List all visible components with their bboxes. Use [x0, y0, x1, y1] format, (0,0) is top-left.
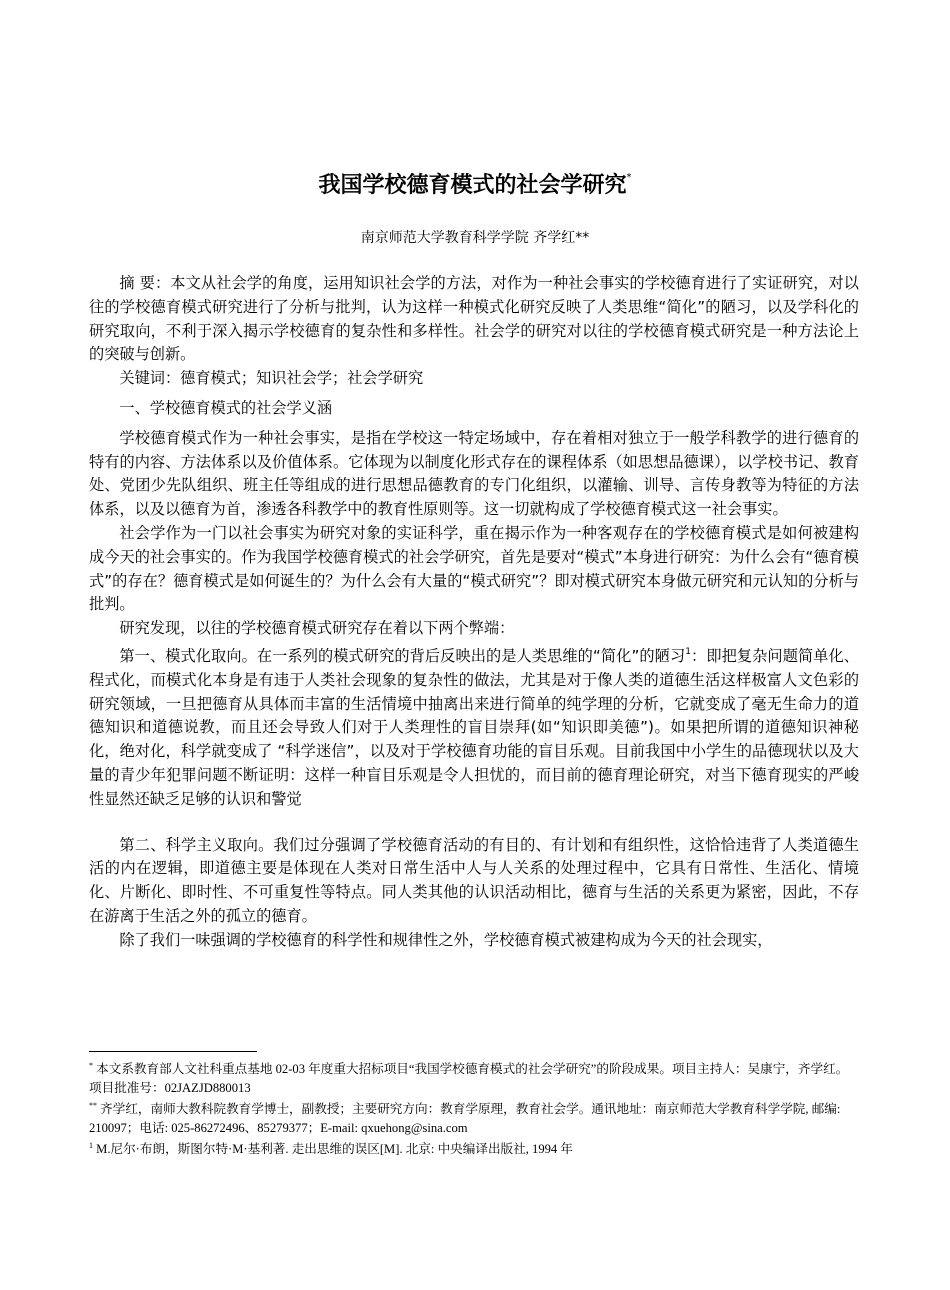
footnote-text: 本文系教育部人文社科重点基地 02-03 年度重大招标项目“我国学校德育模式的社会学研究”的阶段成果。项目主持人：吴康宁，齐学红。项目批准号：02JAZJD880013: [89, 1062, 849, 1095]
footnote-mark: **: [89, 1101, 97, 1111]
footnotes: [89, 1057, 859, 1159]
paragraph: 除了我们一味强调的学校德育的科学性和规律性之外，学校德育模式被建构成为今天的社会现实，: [119, 930, 773, 949]
paragraph: [89, 641, 859, 812]
citation-mark: 1: [685, 646, 691, 657]
paragraph-text: ：即把复杂问题简单化、程式化，而模式化本身是有违于人类社会现象的复杂性的做法，尤其是对于像人类的道德生活这样极富人文色彩的研究领域，一旦把德育从具体而丰富的生活情境中抽离出来进行简单的纯学理的分析，它就变成了毫无生命力的道德知识和道德说教，而且还会导致人们对于人类理性的盲目崇拜(如“知识即美德”)。如果把所谓的道德知识神秘化，绝对化，科学就变成了 “科学迷信”，以及对于学校德育功能的盲目乐观。目前我国中小学生的品德现状以及大量的青少年犯罪问题不断证明：这样一种盲目乐观是令人担忧的，而目前的德育理论研究，对当下德育现实的严峻性显然还缺乏足够的认识和警觉: [89, 646, 859, 808]
title-footnote-mark: *: [626, 172, 632, 183]
paper-title: [0, 160, 950, 204]
paper-body: [89, 272, 859, 953]
footnote: [89, 1137, 859, 1159]
footnote-text: M.尼尔·布朗，斯图尔特·M·基利著. 走出思维的误区[M]. 北京: 中央编译出版社, 1994 年: [93, 1142, 573, 1157]
paragraph-text: 第一、模式化取向。在一系列的模式研究的背后反映出的是人类思维的“简化”的陋习: [119, 646, 686, 665]
footnote: [89, 1057, 859, 1097]
paragraph: 研究发现，以往的学校德育模式研究存在着以下两个弊端：: [119, 619, 515, 638]
affiliation-text: 南京师范大学教育科学学院 齐学红: [360, 230, 576, 246]
footnote: [89, 1097, 859, 1137]
section-heading: 一、学校德育模式的社会学义涵: [119, 398, 333, 417]
abstract: 摘 要：本文从社会学的角度，运用知识社会学的方法，对作为一种社会事实的学校德育进行了实证研究，对以往的学校德育模式研究进行了分析与批判，认为这样一种模式化研究反映了人类思维“简化”的陋习，以及学科化的研究取向，不利于深入揭示学校德育的复杂性和多样性。社会学的研究对以往的学校德育模式研究是一种方法论上的突破与创新。: [89, 274, 859, 364]
title-text: 我国学校德育模式的社会学研究: [318, 173, 627, 198]
paragraph: 社会学作为一门以社会事实为研究对象的实证科学，重在揭示作为一种客观存在的学校德育模式是如何被建构成今天的社会事实的。作为我国学校德育模式的社会学研究，首先是要对“模式”本身进行研究：为什么会有“德育模式”的存在？德育模式是如何诞生的？为什么会有大量的“模式研究”？即对模式研究本身做元研究和元认知的分析与批判。: [89, 523, 859, 614]
author-affiliation: [0, 226, 950, 250]
footnote-mark: 1: [89, 1141, 93, 1151]
footnote-mark: *: [89, 1061, 93, 1070]
paragraph-gap: [89, 812, 859, 834]
keywords: 关键词：德育模式；知识社会学；社会学研究: [119, 369, 424, 388]
paragraph: 学校德育模式作为一种社会事实，是指在学校这一特定场域中，存在着相对独立于一般学科教学的进行德育的特有的内容、方法体系以及价值体系。它体现为以制度化形式存在的课程体系（如思想品德课），以学校书记、教育处、党团少先队组织、班主任等组成的进行思想品德教育的专门化组织，以灌输、训导、言传身教等为特征的方法体系，以及以德育为首，渗透各科教学中的教育性原则等。这一切就构成了学校德育模式这一社会事实。: [89, 428, 859, 519]
footnote-separator: [89, 1051, 257, 1052]
author-footnote-mark: **: [575, 230, 590, 246]
footnote-text: 齐学红，南师大教科院教育学博士，副教授；主要研究方向：教育学原理，教育社会学。通讯地址：南京师范大学教育科学学院, 邮编: 210097；电话: 025-86272496、85279377；E-mail: qxuehong@sina.com: [89, 1102, 841, 1135]
paragraph: 第二、科学主义取向。我们过分强调了学校德育活动的有目的、有计划和有组织性，这恰恰违背了人类道德生活的内在逻辑，即道德主要是体现在人类对日常生活中人与人关系的处理过程中，它具有日常性、生活化、情境化、片断化、即时性、不可重复性等特点。同人类其他的认识活动相比，德育与生活的关系更为紧密，因此，不存在游离于生活之外的孤立的德育。: [89, 835, 859, 925]
